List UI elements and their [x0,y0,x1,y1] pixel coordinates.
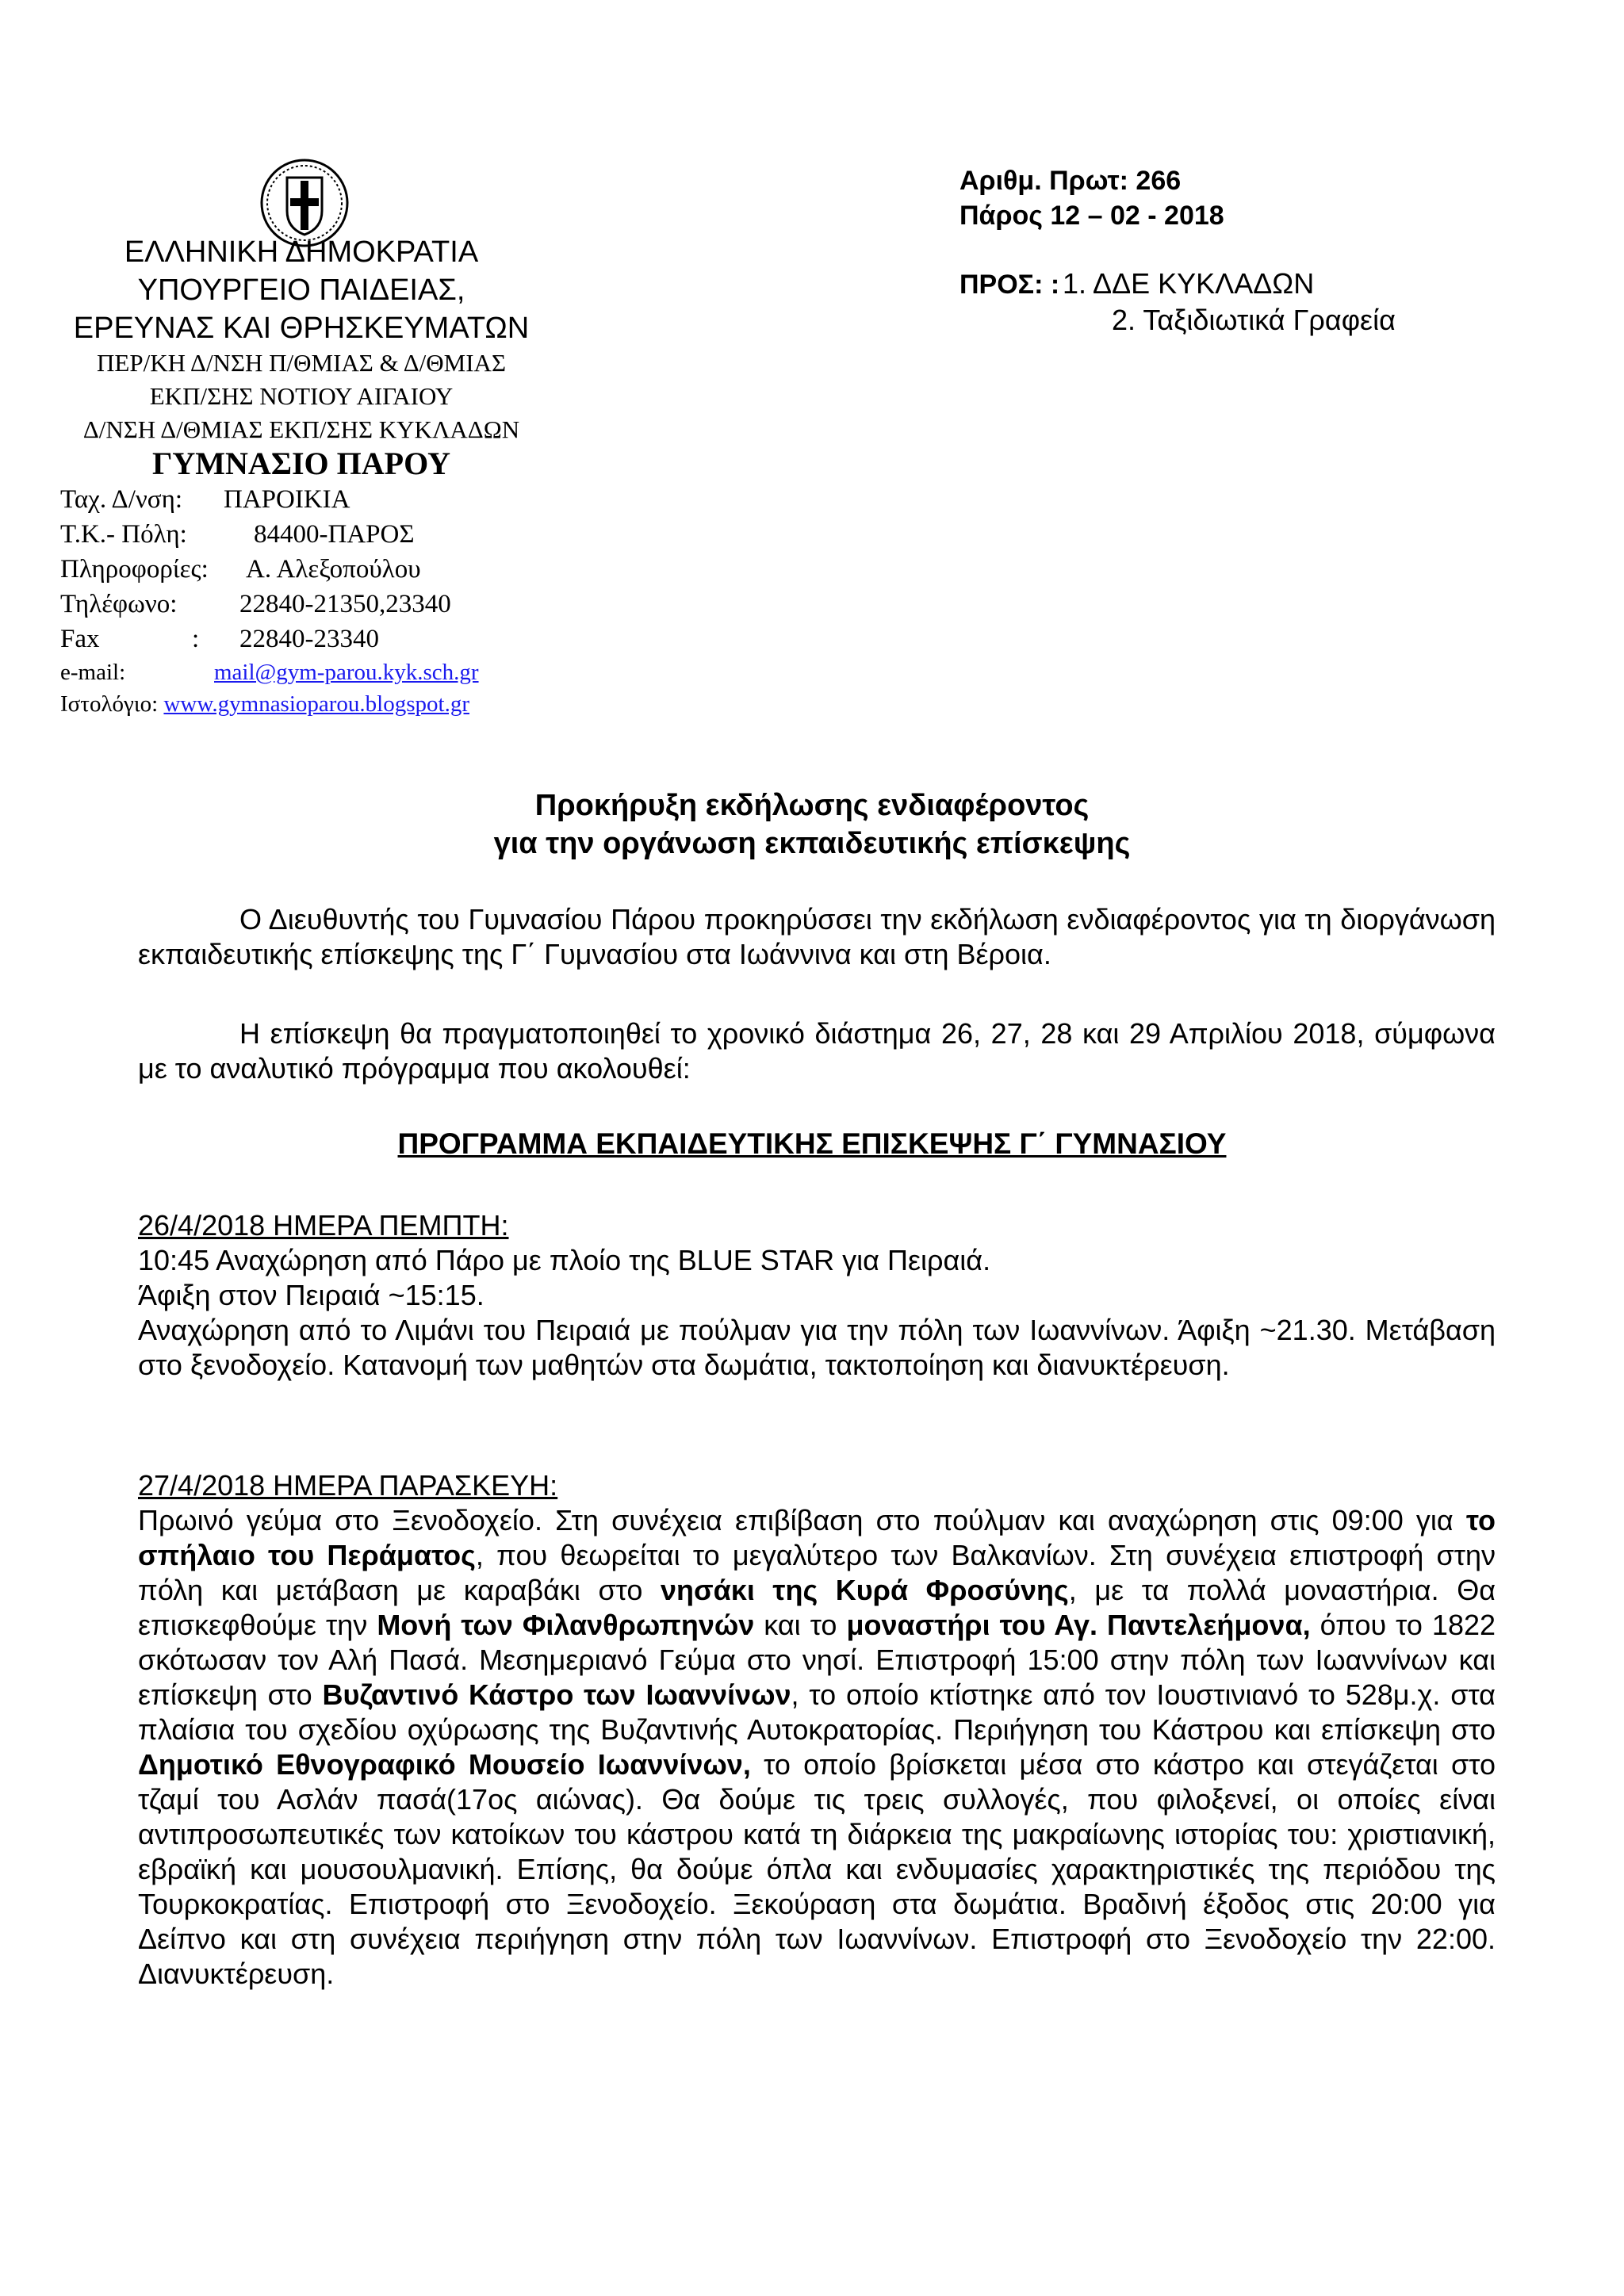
program-title: ΠΡΟΓΡΑΜΜΑ ΕΚΠΑΙΔΕΥΤΙΚΗΣ ΕΠΙΣΚΕΨΗΣ Γ΄ ΓΥΜΝΑΣΙΟΥ [397,1127,1227,1160]
blog-label: Ιστολόγιο: [60,691,159,717]
contact-address [60,482,350,517]
email-label: e-mail: [60,660,126,685]
day1-heading: 26/4/2018 ΗΜΕΡΑ ΠΕΜΠΤΗ: [138,1209,509,1242]
contact-blog [60,687,469,721]
document-date: Πάρος 12 – 02 - 2018 [959,201,1224,231]
contact-zip [60,517,415,552]
dates-paragraph: Η επίσκεψη θα πραγματοποιηθεί το χρονικό διάστημα 26, 27, 28 και 29 Απριλίου 2018, σύμφωνα με το αναλυτικό πρόγραμμα που ακολουθεί: [138,1017,1496,1085]
phone-value: 22840-21350,23340 [239,590,451,618]
zip-value: 84400-ΠΑΡΟΣ [254,520,415,549]
recipient-1: 1. ΔΔΕ ΚΥΚΛΑΔΩΝ [1063,267,1315,300]
intro-paragraph: Ο Διευθυντής του Γυμνασίου Πάρου προκηρύσσει την εκδήλωση ενδιαφέροντος για τη διοργάνωση εκπαιδευτικής επίσκεψης της Γ΄ Γυμνασίου στα Ιωάννινα και στη Βέροια. [138,903,1496,970]
day2-text-2: , που θεωρείται το μεγαλύτερο των Βαλκανίων. Στη συνέχεια επιστροφή στην πόλη και μετάβαση με καραβάκι στο [138,1539,1496,1606]
contact-fax [60,622,379,656]
day2-text-6: , το οποίο κτίστηκε από τον Ιουστινιανό το 528μ.χ. στα πλαίσια του σχεδίου οχύρωσης της Βυζαντινής Αυτοκρατορίας. Περιήγηση του Κάστρου και επίσκεψη στο [138,1678,1496,1746]
recipients-line1 [959,266,1314,302]
fax-colon: : [192,625,200,653]
header-ministry-line1: ΥΠΟΥΡΓΕΙΟ ΠΑΙΔΕΙΑΣ, [137,274,465,307]
contact-phone [60,587,451,622]
fax-value: 22840-23340 [239,625,379,653]
day2-bold-castle: Βυζαντινό Κάστρο των Ιωαννίνων [322,1678,791,1711]
address-label: Ταχ. Δ/νση: [60,485,183,514]
info-value: Α. Αλεξοπούλου [246,555,421,584]
day2-bold-monastery-philanthropinon: Μονή των Φιλανθρωπηνών [377,1609,755,1641]
day2-heading: 27/4/2018 ΗΜΕΡΑ ΠΑΡΑΣΚΕΥΗ: [138,1469,558,1502]
contact-info [60,552,421,587]
blog-link[interactable]: www.gymnasioparou.blogspot.gr [163,691,469,717]
info-label: Πληροφορίες: [60,555,209,584]
school-name: ΓΥΜΝΑΣΙΟ ΠΑΡΟΥ [151,446,451,481]
header-directorate-line3: Δ/ΝΣΗ Δ/ΘΜΙΑΣ ΕΚΠ/ΣΗΣ ΚΥΚΛΑΔΩΝ [82,415,520,443]
to-label: ΠΡΟΣ: : [959,270,1060,300]
address-value: ΠΑΡΟΙΚΙΑ [224,485,350,514]
phone-label: Τηλέφωνο: [60,590,178,618]
header-directorate-line2: ΕΚΠ/ΣΗΣ ΝΟΤΙΟΥ ΑΙΓΑΙΟΥ [149,382,454,410]
day2-text-1: Πρωινό γεύμα στο Ξενοδοχείο. Στη συνέχεια επιβίβαση στο πούλμαν και αναχώρηση στις 09:00 για [138,1504,1466,1536]
day1-line2: Άφιξη στον Πειραιά ~15:15. [138,1279,485,1311]
contact-email [60,655,479,690]
announcement-title-line2: για την οργάνωση εκπαιδευτικής επίσκεψης [493,827,1131,860]
day2-bold-museum: Δημοτικό Εθνογραφικό Μουσείο Ιωαννίνων, [138,1748,751,1781]
header-ministry-line2: ΕΡΕΥΝΑΣ ΚΑΙ ΘΡΗΣΚΕΥΜΑΤΩΝ [73,312,530,345]
fax-label: Fax [60,625,100,653]
header-country: ΕΛΛΗΝΙΚΗ ΔΗΜΟΚΡΑΤΙΑ [124,235,479,269]
day2-paragraph [138,1503,1496,1992]
day1-paragraph: Αναχώρηση από το Λιμάνι του Πειραιά με πούλμαν για την πόλη των Ιωαννίνων. Άφιξη ~21.30. Μετάβαση στο ξενοδοχείο. Κατανομή των μαθητών στα δωμάτια, τακτοποίηση και διανυκτέρευση. [138,1314,1496,1381]
day2-bold-island: νησάκι της Κυρά Φροσύνης [660,1574,1069,1606]
day2-text-7: το οποίο βρίσκεται μέσα στο κάστρο και στεγάζεται στο τζαμί του Ασλάν πασά(17ος αιώνας). Θα δούμε τις τρεις συλλογές, που φιλοξενεί, οι οποίες είναι αντιπροσωπευτικές των κατοίκων του κάστρου κατά τη διάρκεια της μακραίωνης ιστορίας του: χριστιανική, εβραϊκή και μουσουλμανική. Επίσης, θα δούμε όπλα και ενδυμασίες χαρακτηριστικές της περιόδου της Τουρκοκρατίας. Επιστροφή στο Ξενοδοχείο. Ξεκούραση στα δωμάτια. Βραδινή έξοδος στις 20:00 για Δείπνο και στη συνέχεια περιήγηση στην πόλη των Ιωαννίνων. Επιστροφή στο Ξενοδοχείο την 22:00. Διανυκτέρευση. [138,1748,1496,1990]
protocol-number: Αριθμ. Πρωτ: 266 [959,166,1182,196]
day2-text-3: , με τα πολλά μοναστήρια. Θα επισκεφθούμε την [138,1574,1496,1641]
zip-label: Τ.Κ.- Πόλη: [60,520,187,549]
header-directorate-line1: ΠΕΡ/ΚΗ Δ/ΝΣΗ Π/ΘΜΙΑΣ & Δ/ΘΜΙΑΣ [97,349,506,377]
day2-text-5: όπου το 1822 σκότωσαν τον Αλή Πασά. Μεσημεριανό Γεύμα στο νησί. Επιστροφή 15:00 στην πόλη των Ιωαννίνων και επίσκεψη στο [138,1609,1496,1711]
announcement-title-line1: Προκήρυξη εκδήλωσης ενδιαφέροντος [534,789,1090,822]
day1-line1: 10:45 Αναχώρηση από Πάρο με πλοίο της BLUE STAR για Πειραιά. [138,1244,991,1276]
day2-bold-monastery-panteleimon: μοναστήρι του Αγ. Παντελεήμονα, [846,1609,1311,1641]
recipient-2: 2. Ταξιδιωτικά Γραφεία [1112,304,1396,336]
day2-text-4: και το [754,1609,847,1641]
email-link[interactable]: mail@gym-parou.kyk.sch.gr [214,660,479,685]
day2-bold-cave: το σπήλαιο του Περάματος [138,1504,1496,1571]
